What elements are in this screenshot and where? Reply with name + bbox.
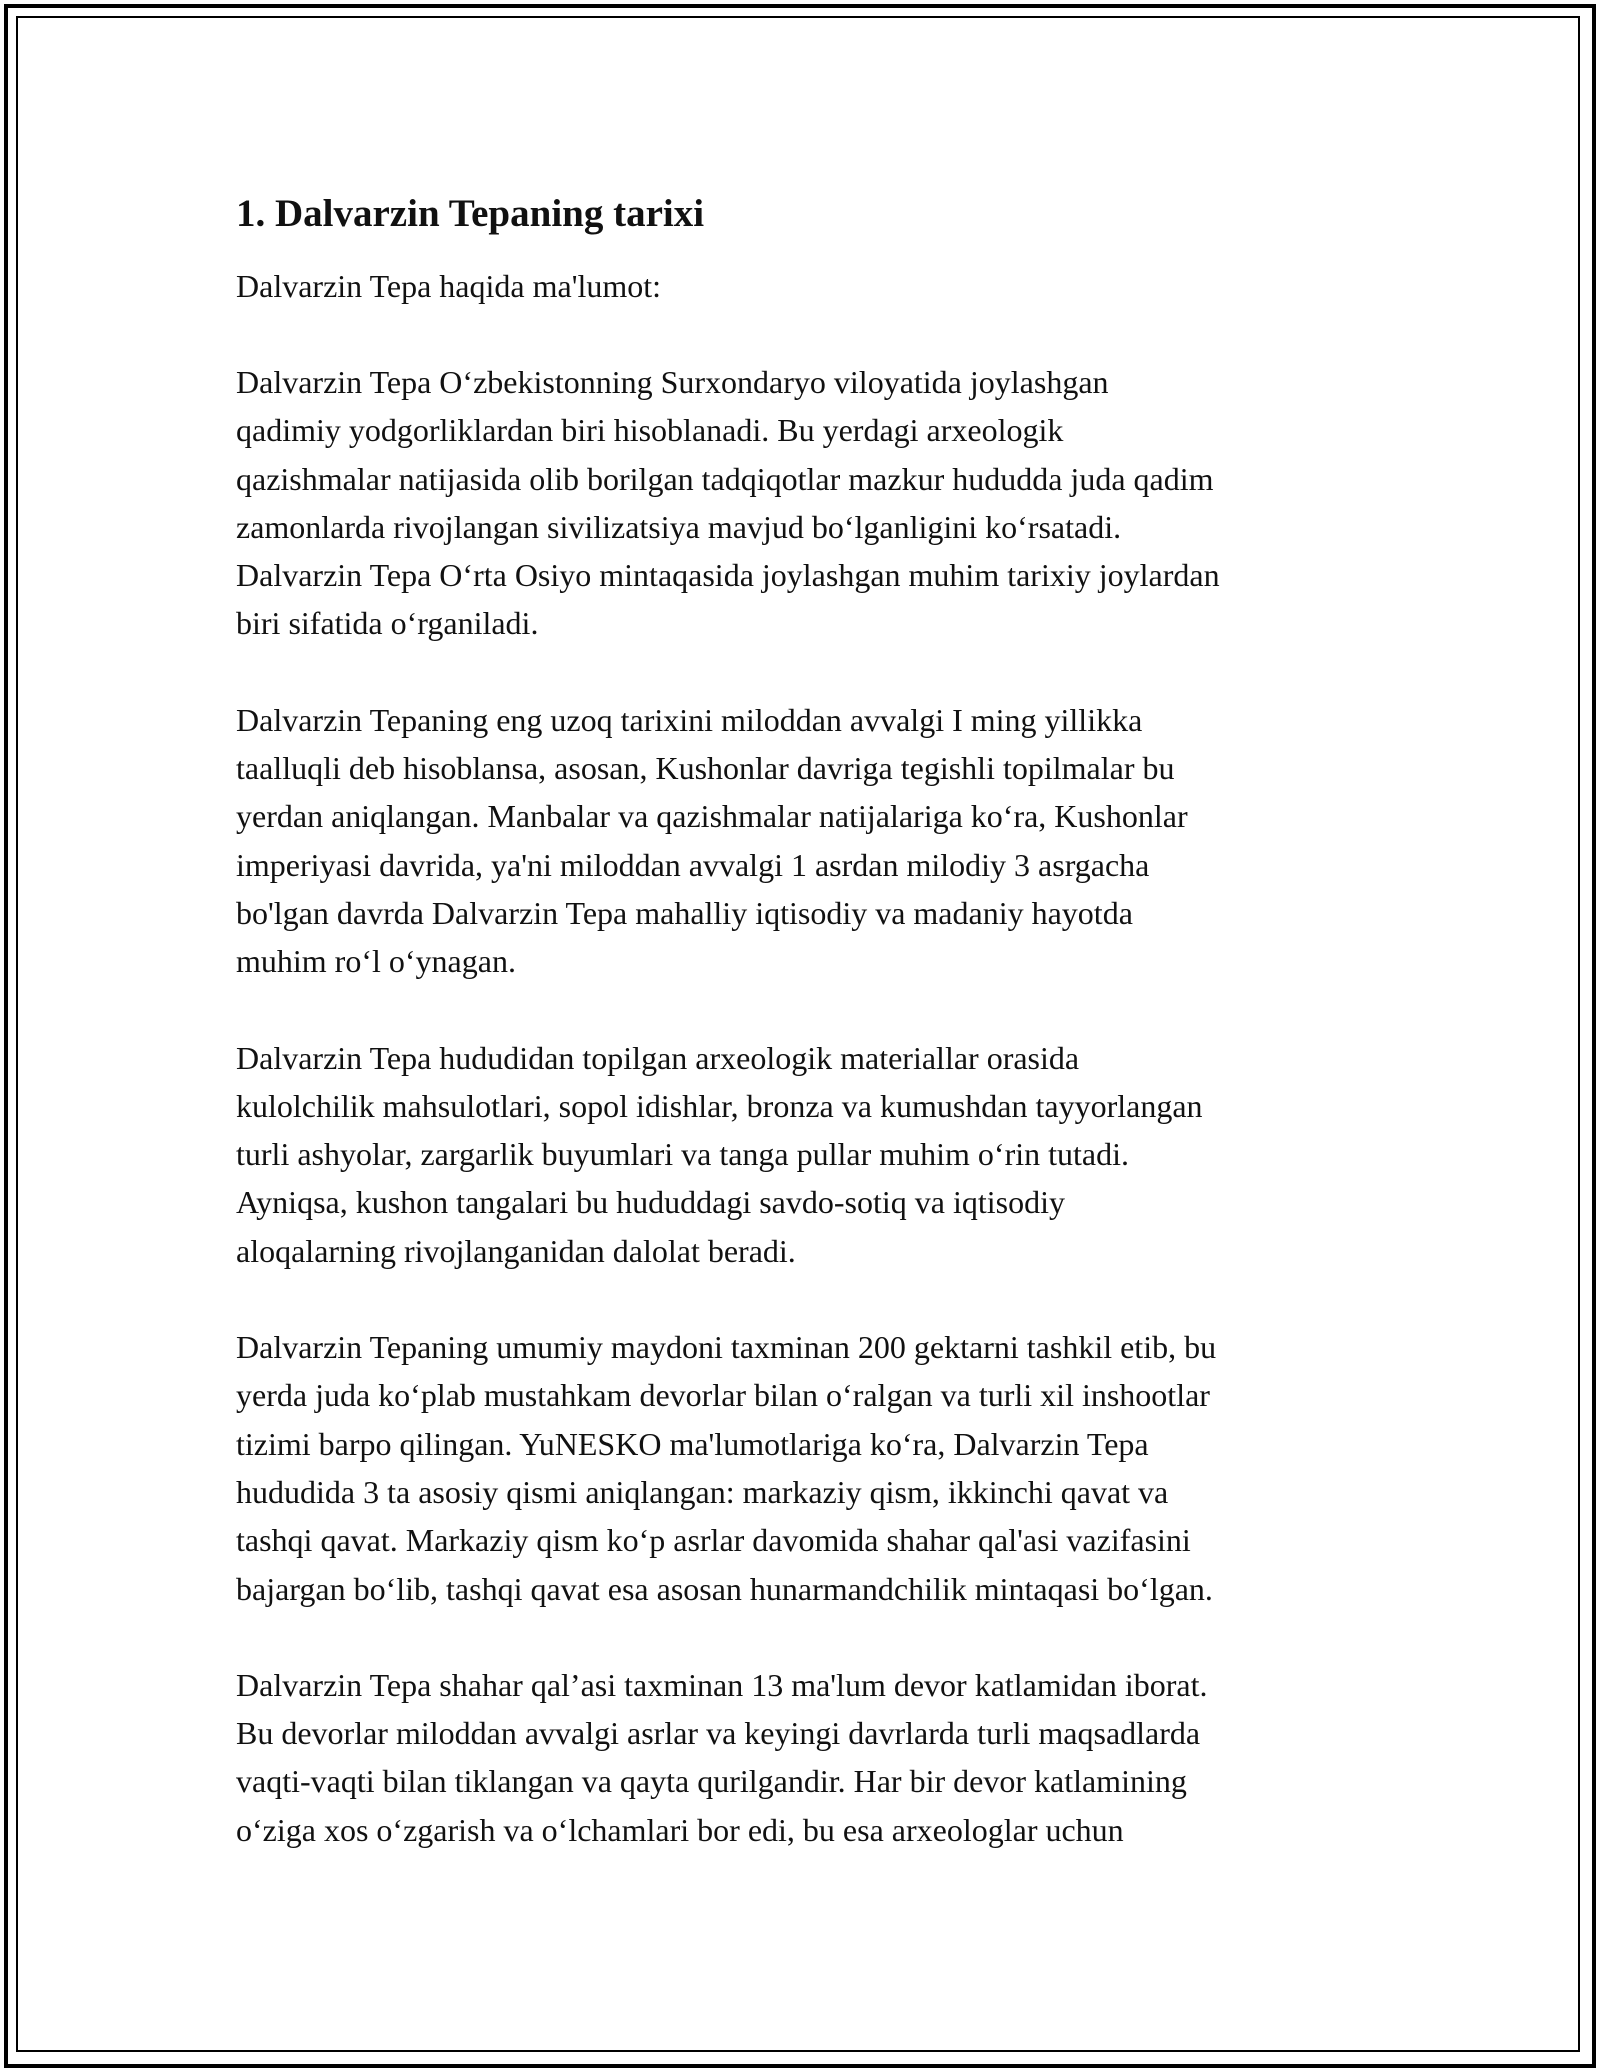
paragraph <box>236 1323 1386 1613</box>
intro-line: Dalvarzin Tepa haqida ma'lumot: <box>236 268 662 304</box>
text-line: Dalvarzin Tepaning eng uzoq tarixini miloddan avvalgi I ming yillikka <box>236 701 1143 738</box>
text-line: kulolchilik mahsulotlari, sopol idishlar, bronza va kumushdan tayyorlangan <box>236 1087 1203 1124</box>
text-line: bo'lgan davrda Dalvarzin Tepa mahalliy iqtisodiy va madaniy hayotda <box>236 894 1133 931</box>
text-line: Bu devorlar miloddan avvalgi asrlar va keyingi davrlarda turli maqsadlarda <box>236 1715 1201 1752</box>
text-line: Dalvarzin Tepa O‘zbekistonning Surxondaryo viloyatida joylashgan <box>236 364 1109 400</box>
section-heading: 1. Dalvarzin Tepaning tarixi <box>236 192 705 235</box>
text-line: aloqalarning rivojlanganidan dalolat beradi. <box>236 1232 796 1269</box>
text-line: turli ashyolar, zargarlik buyumlari va tanga pullar muhim o‘rin tutadi. <box>236 1136 1129 1173</box>
text-line: tizimi barpo qilingan. YuNESKO ma'lumotlariga ko‘ra, Dalvarzin Tepa <box>236 1425 1149 1462</box>
text-line: hududida 3 ta asosiy qismi aniqlangan: markaziy qism, ikkinchi qavat va <box>236 1473 1169 1510</box>
text-line: Ayniqsa, kushon tangalari bu hududdagi savdo-sotiq va iqtisodiy <box>236 1184 1065 1221</box>
text-line: o‘ziga xos o‘zgarish va o‘lchamlari bor edi, bu esa arxeologlar uchun <box>236 1811 1124 1848</box>
text-line: Dalvarzin Tepaning umumiy maydoni taxminan 200 gektarni tashkil etib, bu <box>236 1329 1217 1366</box>
text-line: zamonlarda rivojlangan sivilizatsiya mavjud bo‘lganligini ko‘rsatadi. <box>236 508 1122 545</box>
text-line: biri sifatida o‘rganiladi. <box>236 605 539 642</box>
text-line: bajargan bo‘lib, tashqi qavat esa asosan hunarmandchilik mintaqasi bo‘lgan. <box>236 1570 1213 1607</box>
text-line: imperiyasi davrida, ya'ni miloddan avvalgi 1 asrdan milodiy 3 asrgacha <box>236 846 1150 883</box>
text-line: Dalvarzin Tepa hududidan topilgan arxeologik materiallar orasida <box>236 1039 1080 1076</box>
document-body <box>236 186 1386 1854</box>
text-line: taalluqli deb hisoblansa, asosan, Kushonlar davriga tegishli topilmalar bu <box>236 750 1175 787</box>
text-line: muhim ro‘l o‘ynagan. <box>236 943 516 980</box>
paragraph <box>236 1661 1386 1854</box>
text-line: yerdan aniqlangan. Manbalar va qazishmalar natijalariga ko‘ra, Kushonlar <box>236 798 1188 835</box>
text-line: Dalvarzin Tepa shahar qal’asi taxminan 13 ma'lum devor katlamidan iborat. <box>236 1666 1208 1703</box>
text-line: Dalvarzin Tepa O‘rta Osiyo mintaqasida joylashgan muhim tarixiy joylardan <box>236 557 1220 594</box>
text-line: qazishmalar natijasida olib borilgan tadqiqotlar mazkur hududda juda qadim <box>236 460 1214 497</box>
text-line: qadimiy yodgorliklardan biri hisoblanadi. Bu yerdagi arxeologik <box>236 412 1064 449</box>
paragraph <box>236 696 1386 986</box>
paragraph <box>236 358 1386 648</box>
text-line: yerda juda ko‘plab mustahkam devorlar bilan o‘ralgan va turli xil inshootlar <box>236 1377 1210 1414</box>
paragraph <box>236 1034 1386 1275</box>
text-line: tashqi qavat. Markaziy qism ko‘p asrlar davomida shahar qal'asi vazifasini <box>236 1522 1191 1559</box>
text-line: vaqti-vaqti bilan tiklangan va qayta qurilgandir. Har bir devor katlamining <box>236 1763 1187 1800</box>
